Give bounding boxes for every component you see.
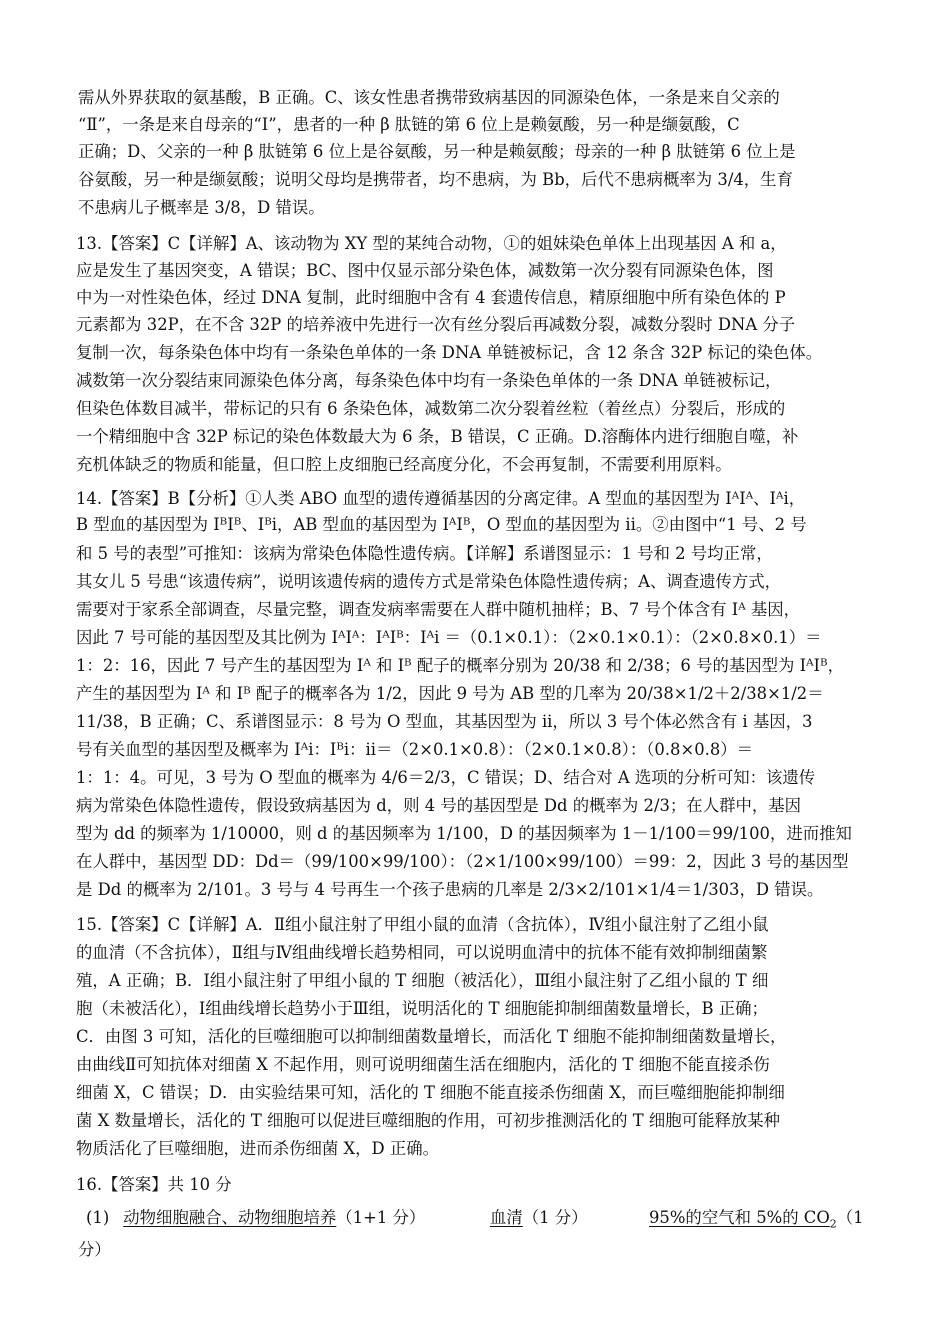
text-line: 1：1：4。可见，3 号为 O 型血的概率为 4/6＝2/3，C 错误；D、结合对 A 选项的分析可知：该遗传 bbox=[76, 768, 816, 787]
q16-part1-line bbox=[86, 1204, 425, 1232]
q16-part-label: (1) bbox=[86, 1208, 110, 1227]
text-line: 型为 dd 的频率为 1/10000，则 d 的基因频率为 1/100，D 的基因频率为 1－1/100＝99/100，进而推知 bbox=[76, 824, 852, 843]
text-line: 14.【答案】B【分析】①人类 ABO 血型的遗传遵循基因的分离定律。A 型血的基因型为 IᴬIᴬ、Iᴬi， bbox=[76, 489, 806, 508]
q16-score-c-cont: 分） bbox=[78, 1240, 111, 1259]
text-line: 因此 7 号可能的基因型及其比例为 IᴬIᴬ：IᴬIᴮ：Iᴬi ＝（0.1×0.1）：（2×0.1×0.1）：（2×0.8×0.1）＝ bbox=[76, 628, 822, 647]
text-line: 在人群中，基因型 DD：Dd＝（99/100×99/100）：（2×1/100×99/100）＝99：2，因此 3 号的基因型 bbox=[76, 852, 849, 871]
text-line: 应是发生了基因突变，A 错误；BC、图中仅显示部分染色体，减数第一次分裂有同源染色体，图 bbox=[76, 261, 774, 280]
text-line: 殖，A 正确；B．Ⅰ组小鼠注射了甲组小鼠的 T 细胞（被活化），Ⅲ组小鼠注射了乙组小鼠的 T 细 bbox=[76, 971, 769, 990]
text-line: 其女儿 5 号患“该遗传病”，说明该遗传病的遗传方式是常染色体隐性遗传病；A、调查遗传方式， bbox=[76, 572, 782, 591]
text-line: C．由图 3 可知，活化的巨噬细胞可以抑制细菌数量增长，而活化 T 细胞不能抑制细菌数量增长， bbox=[76, 1027, 787, 1046]
text-line: 病为常染色体隐性遗传，假设致病基因为 d，则 4 号的基因型是 Dd 的概率为 2/3；在人群中，基因 bbox=[76, 796, 802, 815]
text-line: 产生的基因型为 Iᴬ 和 Iᴮ 配子的概率各为 1/2，因此 9 号为 AB 型的几率为 20/38×1/2＋2/38×1/2＝ bbox=[76, 684, 824, 703]
q16-answer-c: 95%的空气和 5%的 $CO_2$ bbox=[649, 1208, 837, 1231]
q16-part1-c bbox=[649, 1204, 864, 1232]
text-line: “Ⅱ”，一条是来自母亲的“Ⅰ”，患者的一种 β 肽链的第 6 位上是赖氨酸，另一种是缬氨酸，C bbox=[78, 115, 740, 134]
text-line: 胞（未被活化），Ⅰ组曲线增长趋势小于Ⅲ组，说明活化的 T 细胞能抑制细菌数量增长，B 正确； bbox=[76, 999, 768, 1018]
text-line: 元素都为 32P，在不含 32P 的培养液中先进行一次有丝分裂后再减数分裂，减数分裂时 DNA 分子 bbox=[76, 315, 796, 334]
q16-answer-b: 血清 bbox=[490, 1208, 523, 1227]
text-line: 物质活化了巨噬细胞，进而杀伤细菌 X，D 正确。 bbox=[76, 1139, 440, 1158]
text-line: 谷氨酸，另一种是缬氨酸；说明父母均是携带者，均不患病，为 Bb，后代不患病概率为 3/4，生育 bbox=[78, 170, 793, 189]
q16-score-a: （1+1 分） bbox=[336, 1208, 426, 1227]
text-line: 但染色体数目减半，带标记的只有 6 条染色体，减数第二次分裂着丝粒（着丝点）分裂后，形成的 bbox=[76, 399, 786, 418]
text-line: 不患病儿子概率是 3/8，D 错误。 bbox=[78, 198, 325, 217]
text-line: 的血清（不含抗体），Ⅱ组与Ⅳ组曲线增长趋势相同，可以说明血清中的抗体不能有效抑制细菌繁 bbox=[76, 943, 768, 962]
text-line: 需从外界获取的氨基酸，B 正确。C、该女性患者携带致病基因的同源染色体，一条是来自父亲的 bbox=[78, 88, 780, 107]
text-line: 需要对于家系全部调查，尽量完整，调查发病率需要在人群中随机抽样；B、7 号个体含有 Iᴬ 基因， bbox=[76, 600, 801, 619]
text-line: 中为一对性染色体，经过 DNA 复制，此时细胞中含有 4 套遗传信息，精原细胞中所有染色体的 P bbox=[76, 288, 786, 307]
text-line: 1：2：16，因此 7 号产生的基因型为 Iᴬ 和 Iᴮ 配子的概率分别为 20/38 和 2/38；6 号的基因型为 IᴬIᴮ， bbox=[76, 656, 845, 675]
text-line: 号有关血型的基因型及概率为 Iᴬi：Iᴮi：ii＝（2×0.1×0.8）：（2×0.1×0.8）：（0.8×0.8）＝ bbox=[76, 740, 754, 759]
text-line: 和 5 号的表型”可推知：该病为常染色体隐性遗传病。【详解】系谱图显示：1 号和 2 号均正常， bbox=[76, 544, 773, 563]
text-line: 15.【答案】C【详解】A．Ⅱ组小鼠注射了甲组小鼠的血清（含抗体），Ⅳ组小鼠注射了乙组小鼠 bbox=[76, 915, 769, 934]
q16-answer-a: 动物细胞融合、动物细胞培养 bbox=[123, 1208, 337, 1227]
text-line: 11/38，B 正确；C、系谱图显示：8 号为 O 型血，其基因型为 ii，所以 3 号个体必然含有 i 基因，3 bbox=[76, 712, 813, 731]
text-line: 13.【答案】C【详解】A、该动物为 XY 型的某纯合动物，①的姐妹染色单体上出现基因 A 和 a， bbox=[76, 234, 787, 253]
text-line: 充机体缺乏的物质和能量，但口腔上皮细胞已经高度分化，不会再复制，不需要利用原料。 bbox=[76, 455, 732, 474]
text-line: 16.【答案】共 10 分 bbox=[76, 1175, 232, 1194]
q16-part1-b bbox=[490, 1204, 588, 1232]
text-line: 是 Dd 的概率为 2/101。3 号与 4 号再生一个孩子患病的几率是 2/3×2/101×1/4＝1/303，D 错误。 bbox=[76, 880, 824, 899]
q16-score-c: （1 bbox=[836, 1208, 864, 1227]
text-line: B 型血的基因型为 IᴮIᴮ、Iᴮi，AB 型血的基因型为 IᴬIᴮ，O 型血的基因型为 ii。②由图中“1 号、2 号 bbox=[76, 515, 807, 534]
text-line: 由曲线Ⅱ可知抗体对细菌 X 不起作用，则可说明细菌生活在细胞内，活化的 T 细胞不能直接杀伤 bbox=[76, 1055, 770, 1074]
text-line: 减数第一次分裂结束同源染色体分离，每条染色体中均有一条染色单体的一条 DNA 单链被标记， bbox=[76, 371, 782, 390]
text-line: 细菌 X，C 错误；D．由实验结果可知，活化的 T 细胞不能直接杀伤细菌 X，而巨噬细胞能抑制细 bbox=[76, 1083, 785, 1102]
text-line: 菌 X 数量增长，活化的 T 细胞可以促进巨噬细胞的作用，可初步推测活化的 T 细胞可能释放某种 bbox=[76, 1111, 781, 1130]
text-line: 正确；D、父亲的一种 β 肽链第 6 位上是谷氨酸，另一种是赖氨酸；母亲的一种 β 肽链第 6 位上是 bbox=[78, 142, 796, 161]
text-line: 复制一次，每条染色体中均有一条染色单体的一条 DNA 单链被标记，含 12 条含 32P 标记的染色体。 bbox=[76, 343, 823, 362]
text-line: 一个精细胞中含 32P 标记的染色体数最大为 6 条，B 错误，C 正确。D.溶酶体内进行细胞自噬，补 bbox=[76, 427, 799, 446]
q16-score-b: （1 分） bbox=[522, 1208, 588, 1227]
